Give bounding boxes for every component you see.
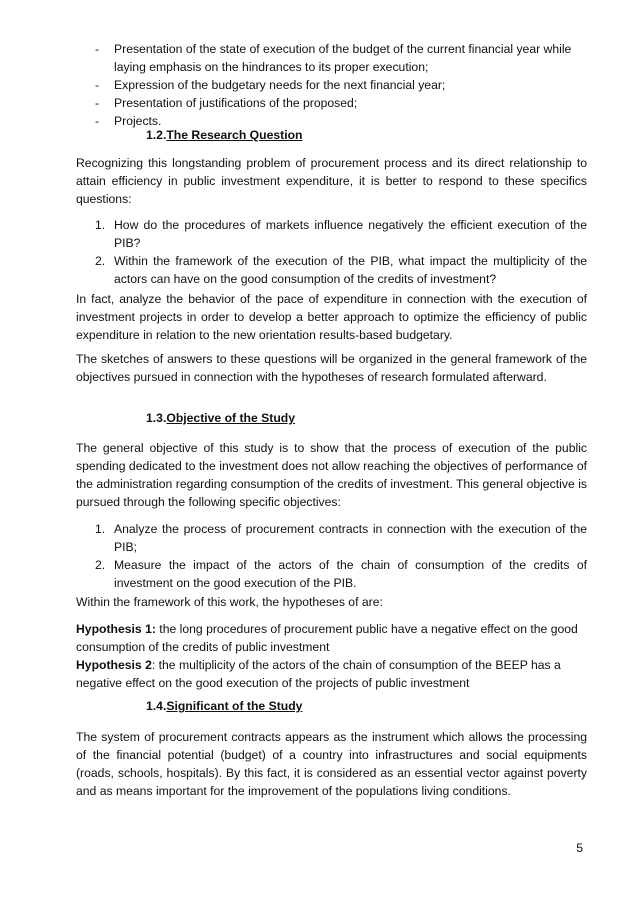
section-heading-significance (146, 697, 302, 715)
hypothesis-label: Hypothesis 2 (76, 658, 152, 672)
item-number: 2. (95, 254, 106, 268)
section-number: 1.4. (146, 699, 167, 713)
item-text: Analyze the process of procurement contracts in connection with the execution of the PIB; (114, 522, 587, 554)
section-number: 1.3. (146, 411, 167, 425)
page-number: 5 (576, 841, 583, 855)
section-title: The Research Question (166, 128, 303, 142)
bullet-text: Presentation of the state of execution of the budget of the current financial year while laying emphasis on the hindrances to its proper execution; (114, 42, 572, 74)
list-item (95, 252, 587, 288)
section-heading-objective (146, 409, 295, 427)
paragraph: Within the framework of this work, the hypotheses of are: (76, 595, 383, 609)
paragraph: The system of procurement contracts appears as the instrument which allows the processing of the financial potential (budget) of a country into infrastructures and social equipments (roads, schools, hospitals). By this fact, it is considered as an essential vector against poverty and as means important for the improvement of the populations living conditions. (76, 730, 587, 798)
hypothesis-text: the long procedures of procurement public have a negative effect on the good consumption of the credits of public investment (76, 622, 578, 654)
section-heading-research-question (146, 126, 302, 144)
hypothesis-2 (76, 656, 587, 692)
item-number: 1. (95, 218, 106, 232)
research-questions-list (95, 216, 587, 288)
hypotheses-block (76, 620, 587, 692)
section-title: Significant of the Study (166, 699, 303, 713)
hypothesis-label: Hypothesis 1: (76, 622, 156, 636)
item-text: How do the procedures of markets influence negatively the efficient execution of the PIB? (114, 218, 587, 250)
bullet-dash: - (95, 42, 100, 56)
hypothesis-text: : the multiplicity of the actors of the chain of consumption of the BEEP has a negative effect on the good execution of the projects of public investment (76, 658, 561, 690)
section-number: 1.2. (146, 128, 167, 142)
paragraph: The sketches of answers to these questions will be organized in the general framework of the objectives pursued in connection with the hypotheses of research formulated afterward. (76, 352, 587, 384)
list-item (95, 216, 587, 252)
item-number: 2. (95, 558, 106, 572)
paragraph: Recognizing this longstanding problem of procurement process and its direct relationship to attain efficiency in public investment expenditure, it is better to respond to these specifics questions: (76, 156, 587, 206)
bullet-text: Presentation of justifications of the proposed; (114, 96, 358, 110)
list-item (95, 520, 587, 556)
bullet-dash: - (95, 78, 100, 92)
paragraph: The general objective of this study is to show that the process of execution of the public spending dedicated to the investment does not allow reaching the objectives of performance of the administration regarding consumption of the credits of investment. This general objective is pursued through the following specific objectives: (76, 441, 587, 509)
list-item (95, 94, 595, 112)
list-item (95, 40, 595, 76)
bullet-dash: - (95, 114, 100, 128)
bullet-text: Expression of the budgetary needs for the next financial year; (114, 78, 446, 92)
paragraph: In fact, analyze the behavior of the pace of expenditure in connection with the execution of investment projects in order to develop a better approach to optimize the efficiency of public expenditure in relation to the new orientation results-based budgetary. (76, 292, 587, 342)
list-item (95, 556, 587, 592)
hypothesis-1 (76, 620, 587, 656)
bullet-text: Projects. (114, 114, 162, 128)
budget-bullet-list (95, 40, 595, 130)
objectives-list (95, 520, 587, 592)
section-title: Objective of the Study (166, 411, 296, 425)
item-text: Measure the impact of the actors of the chain of consumption of the credits of investment on the good execution of the PIB. (114, 558, 587, 590)
item-text: Within the framework of the execution of the PIB, what impact the multiplicity of the actors can have on the good consumption of the credits of investment? (114, 254, 587, 286)
bullet-dash: - (95, 96, 100, 110)
list-item (95, 76, 595, 94)
item-number: 1. (95, 522, 106, 536)
